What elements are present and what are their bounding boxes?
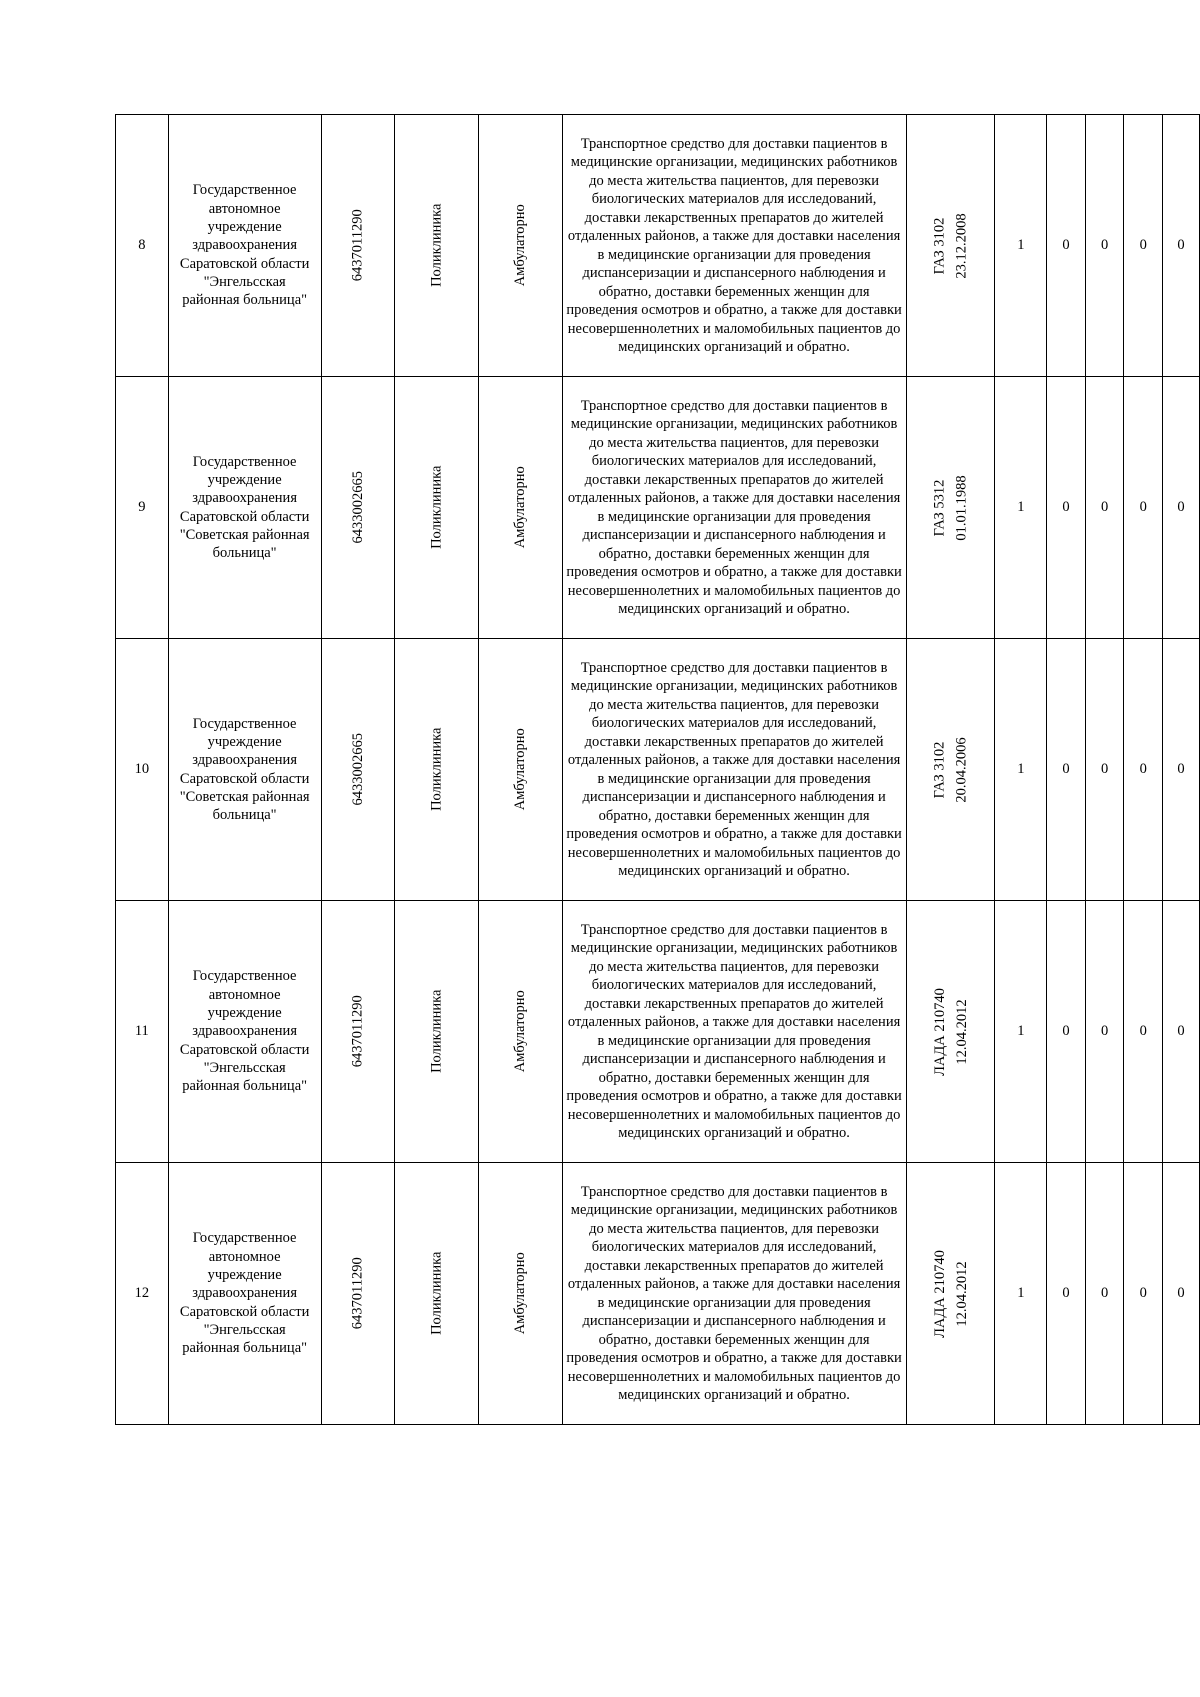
- facility-type-cell: [395, 1163, 479, 1425]
- inn-cell: [321, 901, 395, 1163]
- vehicle-date: 12.04.2012: [953, 998, 970, 1065]
- table-row: [116, 1163, 1200, 1425]
- facility-type-value: Поликлиника: [428, 465, 445, 550]
- inn-value: 6433002665: [349, 471, 366, 544]
- vehicle-date: 23.12.2008: [953, 212, 970, 279]
- vehicle-date: 20.04.2006: [953, 736, 970, 803]
- vehicle-date: 01.01.1988: [953, 474, 970, 541]
- organization-name: Государственное учреждение здравоохранения Саратовской области "Советская районная больница": [168, 377, 321, 639]
- count-cell-3: 0: [1085, 901, 1124, 1163]
- vehicle-registry-table: [115, 114, 1200, 1425]
- care-mode-cell: [479, 1163, 562, 1425]
- count-cell-2: 0: [1047, 377, 1086, 639]
- count-cell-5: 0: [1163, 901, 1200, 1163]
- facility-type-cell: [395, 115, 479, 377]
- count-cell-5: 0: [1163, 115, 1200, 377]
- inn-value: 6437011290: [349, 995, 366, 1068]
- care-mode-value: Амбулаторно: [512, 466, 529, 549]
- vehicle-model: ГАЗ 3102: [931, 217, 948, 274]
- count-cell-1: 1: [995, 1163, 1047, 1425]
- vehicle-purpose-description: Транспортное средство для доставки пациентов в медицинские организации, медицинских работников до места жительства пациентов, для перевозки биологических материалов для исследований, доставки лекарственных препаратов до жителей отдаленных районов, а также для доставки населения в медицинские организации для проведения диспансеризации и диспансерного наблюдения и обратно, доставки беременных женщин для проведения осмотров и обратно, а также для доставки несовершеннолетних и маломобильных пациентов до медицинских организаций и обратно.: [562, 115, 906, 377]
- count-cell-3: 0: [1085, 377, 1124, 639]
- inn-value: 6437011290: [349, 209, 366, 282]
- count-cell-1: 1: [995, 639, 1047, 901]
- vehicle-purpose-description: Транспортное средство для доставки пациентов в медицинские организации, медицинских работников до места жительства пациентов, для перевозки биологических материалов для исследований, доставки лекарственных препаратов до жителей отдаленных районов, а также для доставки населения в медицинские организации для проведения диспансеризации и диспансерного наблюдения и обратно, доставки беременных женщин для проведения осмотров и обратно, а также для доставки несовершеннолетних и маломобильных пациентов до медицинских организаций и обратно.: [562, 1163, 906, 1425]
- vehicle-model-date-cell: [906, 639, 995, 901]
- vehicle-model-date-cell: [906, 377, 995, 639]
- table-row: [116, 901, 1200, 1163]
- care-mode-cell: [479, 901, 562, 1163]
- count-cell-4: 0: [1124, 1163, 1163, 1425]
- vehicle-purpose-description: Транспортное средство для доставки пациентов в медицинские организации, медицинских работников до места жительства пациентов, для перевозки биологических материалов для исследований, доставки лекарственных препаратов до жителей отдаленных районов, а также для доставки населения в медицинские организации для проведения диспансеризации и диспансерного наблюдения и обратно, доставки беременных женщин для проведения осмотров и обратно, а также для доставки несовершеннолетних и маломобильных пациентов до медицинских организаций и обратно.: [562, 377, 906, 639]
- count-cell-5: 0: [1163, 377, 1200, 639]
- vehicle-date: 12.04.2012: [953, 1260, 970, 1327]
- row-number: 8: [116, 115, 169, 377]
- count-cell-4: 0: [1124, 115, 1163, 377]
- care-mode-value: Амбулаторно: [512, 1252, 529, 1335]
- row-number: 10: [116, 639, 169, 901]
- count-cell-3: 0: [1085, 115, 1124, 377]
- count-cell-3: 0: [1085, 639, 1124, 901]
- count-cell-4: 0: [1124, 377, 1163, 639]
- inn-cell: [321, 377, 395, 639]
- inn-value: 6437011290: [349, 1257, 366, 1330]
- vehicle-model: ГАЗ 5312: [931, 479, 948, 536]
- inn-cell: [321, 1163, 395, 1425]
- facility-type-cell: [395, 901, 479, 1163]
- vehicle-model-date-cell: [906, 115, 995, 377]
- care-mode-cell: [479, 377, 562, 639]
- vehicle-model-date-cell: [906, 901, 995, 1163]
- facility-type-value: Поликлиника: [428, 989, 445, 1074]
- table-row: [116, 115, 1200, 377]
- facility-type-value: Поликлиника: [428, 1251, 445, 1336]
- facility-type-value: Поликлиника: [428, 203, 445, 288]
- vehicle-model: ГАЗ 3102: [931, 741, 948, 798]
- count-cell-1: 1: [995, 377, 1047, 639]
- care-mode-cell: [479, 115, 562, 377]
- inn-cell: [321, 115, 395, 377]
- organization-name: Государственное учреждение здравоохранения Саратовской области "Советская районная больница": [168, 639, 321, 901]
- facility-type-cell: [395, 639, 479, 901]
- row-number: 12: [116, 1163, 169, 1425]
- count-cell-2: 0: [1047, 1163, 1086, 1425]
- table-row: [116, 639, 1200, 901]
- organization-name: Государственное автономное учреждение здравоохранения Саратовской области "Энгельсская районная больница": [168, 115, 321, 377]
- count-cell-4: 0: [1124, 901, 1163, 1163]
- table-row: [116, 377, 1200, 639]
- facility-type-cell: [395, 377, 479, 639]
- count-cell-2: 0: [1047, 115, 1086, 377]
- vehicle-purpose-description: Транспортное средство для доставки пациентов в медицинские организации, медицинских работников до места жительства пациентов, для перевозки биологических материалов для исследований, доставки лекарственных препаратов до жителей отдаленных районов, а также для доставки населения в медицинские организации для проведения диспансеризации и диспансерного наблюдения и обратно, доставки беременных женщин для проведения осмотров и обратно, а также для доставки несовершеннолетних и маломобильных пациентов до медицинских организаций и обратно.: [562, 901, 906, 1163]
- count-cell-1: 1: [995, 901, 1047, 1163]
- inn-cell: [321, 639, 395, 901]
- vehicle-model-date-cell: [906, 1163, 995, 1425]
- count-cell-4: 0: [1124, 639, 1163, 901]
- vehicle-model: ЛАДА 210740: [931, 1249, 948, 1338]
- organization-name: Государственное автономное учреждение здравоохранения Саратовской области "Энгельсская районная больница": [168, 1163, 321, 1425]
- organization-name: Государственное автономное учреждение здравоохранения Саратовской области "Энгельсская районная больница": [168, 901, 321, 1163]
- count-cell-5: 0: [1163, 1163, 1200, 1425]
- row-number: 9: [116, 377, 169, 639]
- vehicle-purpose-description: Транспортное средство для доставки пациентов в медицинские организации, медицинских работников до места жительства пациентов, для перевозки биологических материалов для исследований, доставки лекарственных препаратов до жителей отдаленных районов, а также для доставки населения в медицинские организации для проведения диспансеризации и диспансерного наблюдения и обратно, доставки беременных женщин для проведения осмотров и обратно, а также для доставки несовершеннолетних и маломобильных пациентов до медицинских организаций и обратно.: [562, 639, 906, 901]
- count-cell-3: 0: [1085, 1163, 1124, 1425]
- row-number: 11: [116, 901, 169, 1163]
- care-mode-value: Амбулаторно: [512, 728, 529, 811]
- inn-value: 6433002665: [349, 733, 366, 806]
- care-mode-value: Амбулаторно: [512, 990, 529, 1073]
- count-cell-2: 0: [1047, 639, 1086, 901]
- care-mode-value: Амбулаторно: [512, 204, 529, 287]
- care-mode-cell: [479, 639, 562, 901]
- facility-type-value: Поликлиника: [428, 727, 445, 812]
- count-cell-2: 0: [1047, 901, 1086, 1163]
- count-cell-5: 0: [1163, 639, 1200, 901]
- count-cell-1: 1: [995, 115, 1047, 377]
- vehicle-model: ЛАДА 210740: [931, 987, 948, 1076]
